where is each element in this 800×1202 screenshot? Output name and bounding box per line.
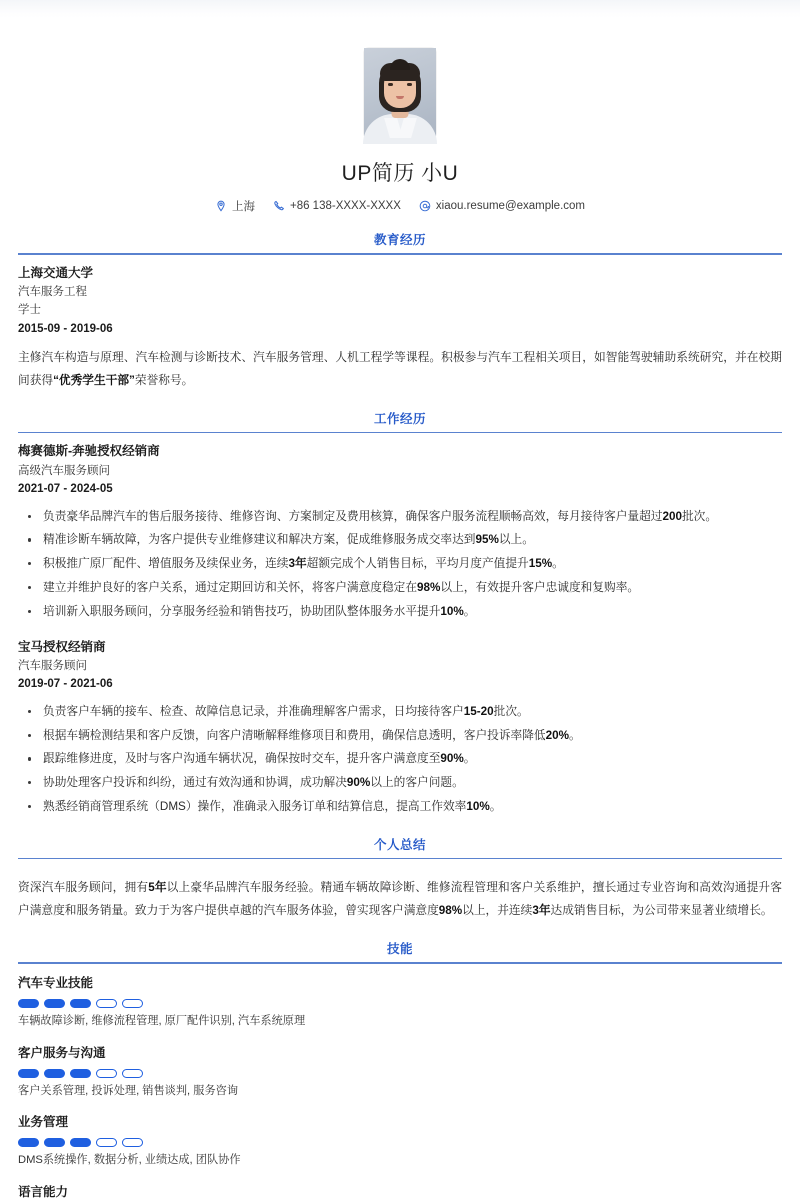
work-bullet: 负责客户车辆的接车、检查、故障信息记录，并准确理解客户需求，日均接待客户15-20批次。	[18, 701, 782, 724]
work-bullet: 精准诊断车辆故障，为客户提供专业维修建议和解决方案，促成维修服务成交率达到95%以上。	[18, 529, 782, 552]
contact-phone	[273, 200, 401, 212]
education-degree: 学士	[18, 304, 41, 317]
skill-pip-filled	[70, 999, 91, 1008]
work-bullet: 积极推广原厂配件、增值服务及续保业务，连续3年超额完成个人销售目标，平均月度产值提升15%。	[18, 553, 782, 576]
skill-pip-filled	[18, 1138, 39, 1147]
skill-block	[18, 973, 782, 1031]
work-dates: 2019-07 - 2021-06	[18, 678, 113, 691]
avatar-eye-right	[407, 83, 412, 86]
section-title-work: 工作经历	[373, 411, 426, 426]
work-job-title: 汽车服务顾问	[18, 659, 87, 672]
skills-body	[18, 964, 782, 1202]
summary-body	[18, 859, 782, 923]
phone-icon	[273, 200, 285, 212]
skill-block	[18, 1043, 782, 1101]
work-bullet: 建立并维护良好的客户关系，通过定期回访和关怀，将客户满意度稳定在98%以上，有效提升客户忠诚度和复购率。	[18, 577, 782, 600]
skill-name: 业务管理	[18, 1115, 69, 1130]
skill-pip-filled	[70, 1069, 91, 1078]
skill-pip-empty	[122, 1138, 143, 1147]
page-title: UP简历 小U	[341, 162, 459, 185]
avatar	[364, 48, 436, 138]
work-bullet: 根据车辆检测结果和客户反馈，向客户清晰解释维修项目和费用，确保信息透明，客户投诉率降低20%。	[18, 725, 782, 748]
skill-pip-empty	[96, 1069, 117, 1078]
education-dates: 2015-09 - 2019-06	[18, 322, 113, 335]
contact-list	[18, 198, 782, 214]
skill-level-meter	[18, 1138, 782, 1147]
skill-pip-filled	[44, 1138, 65, 1147]
section-title-education: 教育经历	[373, 233, 426, 247]
skill-name: 客户服务与沟通	[18, 1045, 106, 1060]
work-bullet-list	[18, 506, 782, 624]
skill-tags: 车辆故障诊断, 维修流程管理, 原厂配件识别, 汽车系统原理	[18, 1014, 306, 1027]
skill-pip-empty	[122, 999, 143, 1008]
work-bullet: 负责豪华品牌汽车的售后服务接待、维修咨询、方案制定及费用核算，确保客户服务流程顺畅高效，每月接待客户量超过200批次。	[18, 506, 782, 529]
skill-level-meter	[18, 999, 782, 1008]
skill-pip-empty	[122, 1069, 143, 1078]
skill-name: 语言能力	[18, 1185, 69, 1200]
section-title-skills: 技能	[386, 942, 413, 957]
education-description: 主修汽车构造与原理、汽车检测与诊断技术、汽车服务管理、人机工程学等课程。积极参与汽车工程相关项目，如智能驾驶辅助系统研究，并在校期间获得“优秀学生干部”荣誉称号。	[18, 351, 782, 387]
work-entry	[18, 442, 782, 623]
skill-block	[18, 1112, 782, 1170]
email-at-icon	[419, 200, 431, 212]
work-bullet: 培训新入职服务顾问，分享服务经验和销售技巧，协助团队整体服务水平提升10%。	[18, 601, 782, 624]
contact-location-text: 上海	[231, 201, 255, 213]
skill-tags: 客户关系管理, 投诉处理, 销售谈判, 服务咨询	[18, 1084, 239, 1097]
location-pin-icon	[215, 200, 227, 212]
skill-pip-filled	[70, 1138, 91, 1147]
contact-phone-text: +86 138-XXXX-XXXX	[289, 200, 401, 212]
section-skills	[18, 939, 782, 1202]
skill-pip-filled	[18, 1069, 39, 1078]
contact-email	[419, 200, 585, 212]
section-work-experience	[18, 409, 782, 819]
education-body	[18, 255, 782, 393]
skill-tags: DMS系统操作, 数据分析, 业绩达成, 团队协作	[18, 1154, 241, 1167]
skill-pip-filled	[18, 999, 39, 1008]
skill-pip-filled	[44, 999, 65, 1008]
skill-pip-filled	[44, 1069, 65, 1078]
work-bullet-list	[18, 701, 782, 819]
contact-location	[215, 198, 255, 214]
work-job-title: 高级汽车服务顾问	[18, 464, 110, 477]
work-bullet: 协助处理客户投诉和纠纷，通过有效沟通和协调，成功解决90%以上的客户问题。	[18, 772, 782, 795]
summary-text: 资深汽车服务顾问，拥有5年以上豪华品牌汽车服务经验。精通车辆故障诊断、维修流程管理和客户关系维护，擅长通过专业咨询和高效沟通提升客户满意度和服务销量。致力于为客户提供卓越的汽车服务体验，曾实现客户满意度98%以上，并连续3年达成销售目标，为公司带来显著业绩增长。	[18, 881, 782, 918]
section-education	[18, 230, 782, 393]
education-major: 汽车服务工程	[18, 285, 87, 298]
skill-block	[18, 1182, 782, 1202]
skill-pip-empty	[96, 1138, 117, 1147]
skill-pip-empty	[96, 999, 117, 1008]
work-company: 梅赛德斯-奔驰授权经销商	[18, 444, 160, 459]
work-dates: 2021-07 - 2024-05	[18, 483, 113, 496]
work-company: 宝马授权经销商	[18, 639, 106, 654]
education-school: 上海交通大学	[18, 265, 94, 280]
education-entry	[18, 264, 782, 393]
work-bullet: 跟踪维修进度，及时与客户沟通车辆状况，确保按时交车，提升客户满意度至90%。	[18, 748, 782, 771]
section-summary	[18, 835, 782, 923]
work-body	[18, 433, 782, 818]
section-title-summary: 个人总结	[373, 837, 426, 852]
skill-level-meter	[18, 1069, 782, 1078]
skill-name: 汽车专业技能	[18, 975, 94, 990]
contact-email-text: xiaou.resume@example.com	[435, 200, 586, 212]
avatar-eye-left	[388, 83, 393, 86]
resume-header	[18, 0, 782, 214]
work-entry	[18, 638, 782, 819]
work-bullet: 熟悉经销商管理系统（DMS）操作，准确录入服务订单和结算信息，提高工作效率10%。	[18, 796, 782, 819]
